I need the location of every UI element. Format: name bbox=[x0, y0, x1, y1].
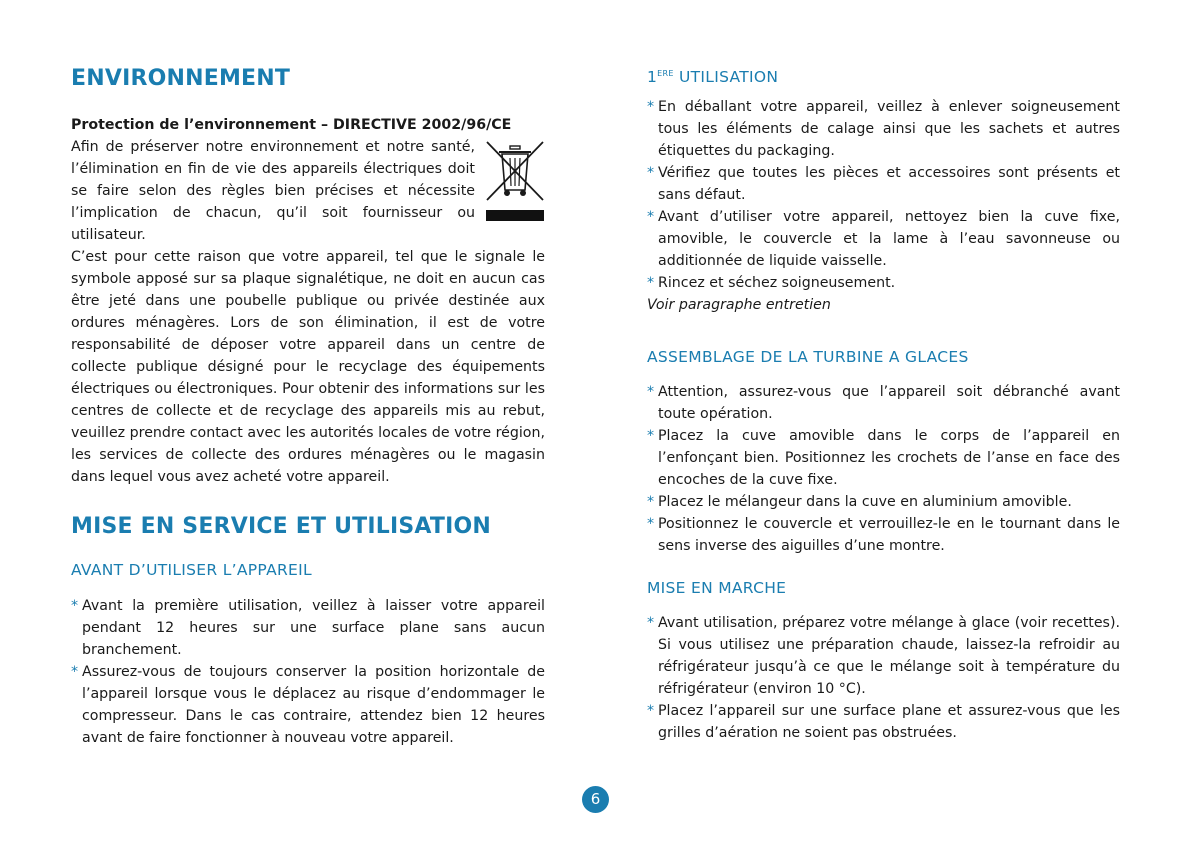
bullet-star-icon: * bbox=[71, 598, 79, 614]
list-item: * Avant la première utilisation, veillez à laisser votre appareil pendant 12 heures sur une surface plane sans aucun branchement. bbox=[71, 595, 545, 661]
premiere-utilisation-title: 1ERE UTILISATION bbox=[647, 68, 779, 86]
bullet-star-icon: * bbox=[647, 99, 655, 115]
mise-en-marche-list bbox=[647, 612, 1120, 744]
mise-en-service-title: MISE EN SERVICE ET UTILISATION bbox=[71, 514, 491, 539]
bullet-star-icon: * bbox=[647, 615, 655, 631]
left-column bbox=[71, 60, 545, 749]
list-item: * Assurez-vous de toujours conserver la position horizontale de l’appareil lorsque vous le déplacez au risque d’endommager le compresseur. Dans le cas contraire, attendez bien 12 heures avant de faire fonctionner à nouveau votre appareil. bbox=[71, 661, 545, 749]
page-number-badge: 6 bbox=[582, 786, 609, 813]
voir-entretien-note: Voir paragraphe entretien bbox=[647, 297, 831, 313]
bullet-star-icon: * bbox=[647, 384, 655, 400]
list-item: * Vérifiez que toutes les pièces et accessoires sont présents et sans défaut. bbox=[647, 162, 1120, 206]
environnement-title: ENVIRONNEMENT bbox=[71, 66, 291, 91]
weee-bin-icon bbox=[485, 140, 545, 224]
list-item: * Placez l’appareil sur une surface plane et assurez-vous que les grilles d’aération ne soient pas obstruées. bbox=[647, 700, 1120, 744]
avant-utiliser-title: AVANT D’UTILISER L’APPAREIL bbox=[71, 561, 312, 579]
list-item: * Avant d’utiliser votre appareil, nettoyez bien la cuve fixe, amovible, le couvercle et la lame à l’eau savonneuse ou additionnée de liquide vaisselle. bbox=[647, 206, 1120, 272]
bullet-star-icon: * bbox=[647, 516, 655, 532]
list-item: * Attention, assurez-vous que l’appareil soit débranché avant toute opération. bbox=[647, 381, 1120, 425]
mise-en-marche-title: MISE EN MARCHE bbox=[647, 579, 787, 597]
bullet-star-icon: * bbox=[647, 209, 655, 225]
environnement-paragraph-1: Afin de préserver notre environnement et notre santé, l’élimination en fin de vie des appareils électriques doit se faire selon des règles bien précises et nécessite l’implication de chacun, qu’il soit fournisseur ou utilisateur. bbox=[71, 139, 475, 243]
right-column bbox=[647, 60, 1120, 744]
assemblage-title: ASSEMBLAGE DE LA TURBINE A GLACES bbox=[647, 348, 969, 366]
list-item: * Avant utilisation, préparez votre mélange à glace (voir recettes). Si vous utilisez une préparation chaude, laissez-la refroidir au réfrigérateur jusqu’à ce que le mélange soit à température du réfrigérateur (environ 10 °C). bbox=[647, 612, 1120, 700]
bullet-star-icon: * bbox=[647, 428, 655, 444]
bullet-star-icon: * bbox=[647, 165, 655, 181]
premiere-utilisation-list bbox=[647, 96, 1120, 294]
bullet-star-icon: * bbox=[647, 494, 655, 510]
avant-utiliser-list bbox=[71, 595, 545, 749]
list-item: * Positionnez le couvercle et verrouillez-le en le tournant dans le sens inverse des aiguilles d’une montre. bbox=[647, 513, 1120, 557]
list-item: * Rincez et séchez soigneusement. bbox=[647, 272, 1120, 294]
bullet-star-icon: * bbox=[647, 703, 655, 719]
bullet-star-icon: * bbox=[71, 664, 79, 680]
bullet-star-icon: * bbox=[647, 275, 655, 291]
list-item: * Placez le mélangeur dans la cuve en aluminium amovible. bbox=[647, 491, 1120, 513]
environnement-subheading: Protection de l’environnement – DIRECTIVE 2002/96/CE bbox=[71, 117, 512, 133]
list-item: * Placez la cuve amovible dans le corps de l’appareil en l’enfonçant bien. Positionnez les crochets de l’anse en face des encoches de la cuve fixe. bbox=[647, 425, 1120, 491]
list-item: * En déballant votre appareil, veillez à enlever soigneusement tous les éléments de calage ainsi que les sachets et autres étiquettes du packaging. bbox=[647, 96, 1120, 162]
environnement-paragraph-2: C’est pour cette raison que votre appareil, tel que le signale le symbole apposé sur sa plaque signalétique, ne doit en aucun cas être jeté dans une poubelle publique ou privée destinée aux ordures ménagères. Lors de son élimination, il est de votre responsabilité de déposer votre appareil dans un centre de collecte publique désigné pour le recyclage des équipements électriques ou électroniques. Pour obtenir des informations sur les centres de collecte et de recyclage des appareils mis au rebut, veuillez prendre contact avec les autorités locales de votre région, les services de collecte des ordures ménagères ou le magasin dans lequel vous avez acheté votre appareil. bbox=[71, 249, 545, 485]
assemblage-list bbox=[647, 381, 1120, 557]
